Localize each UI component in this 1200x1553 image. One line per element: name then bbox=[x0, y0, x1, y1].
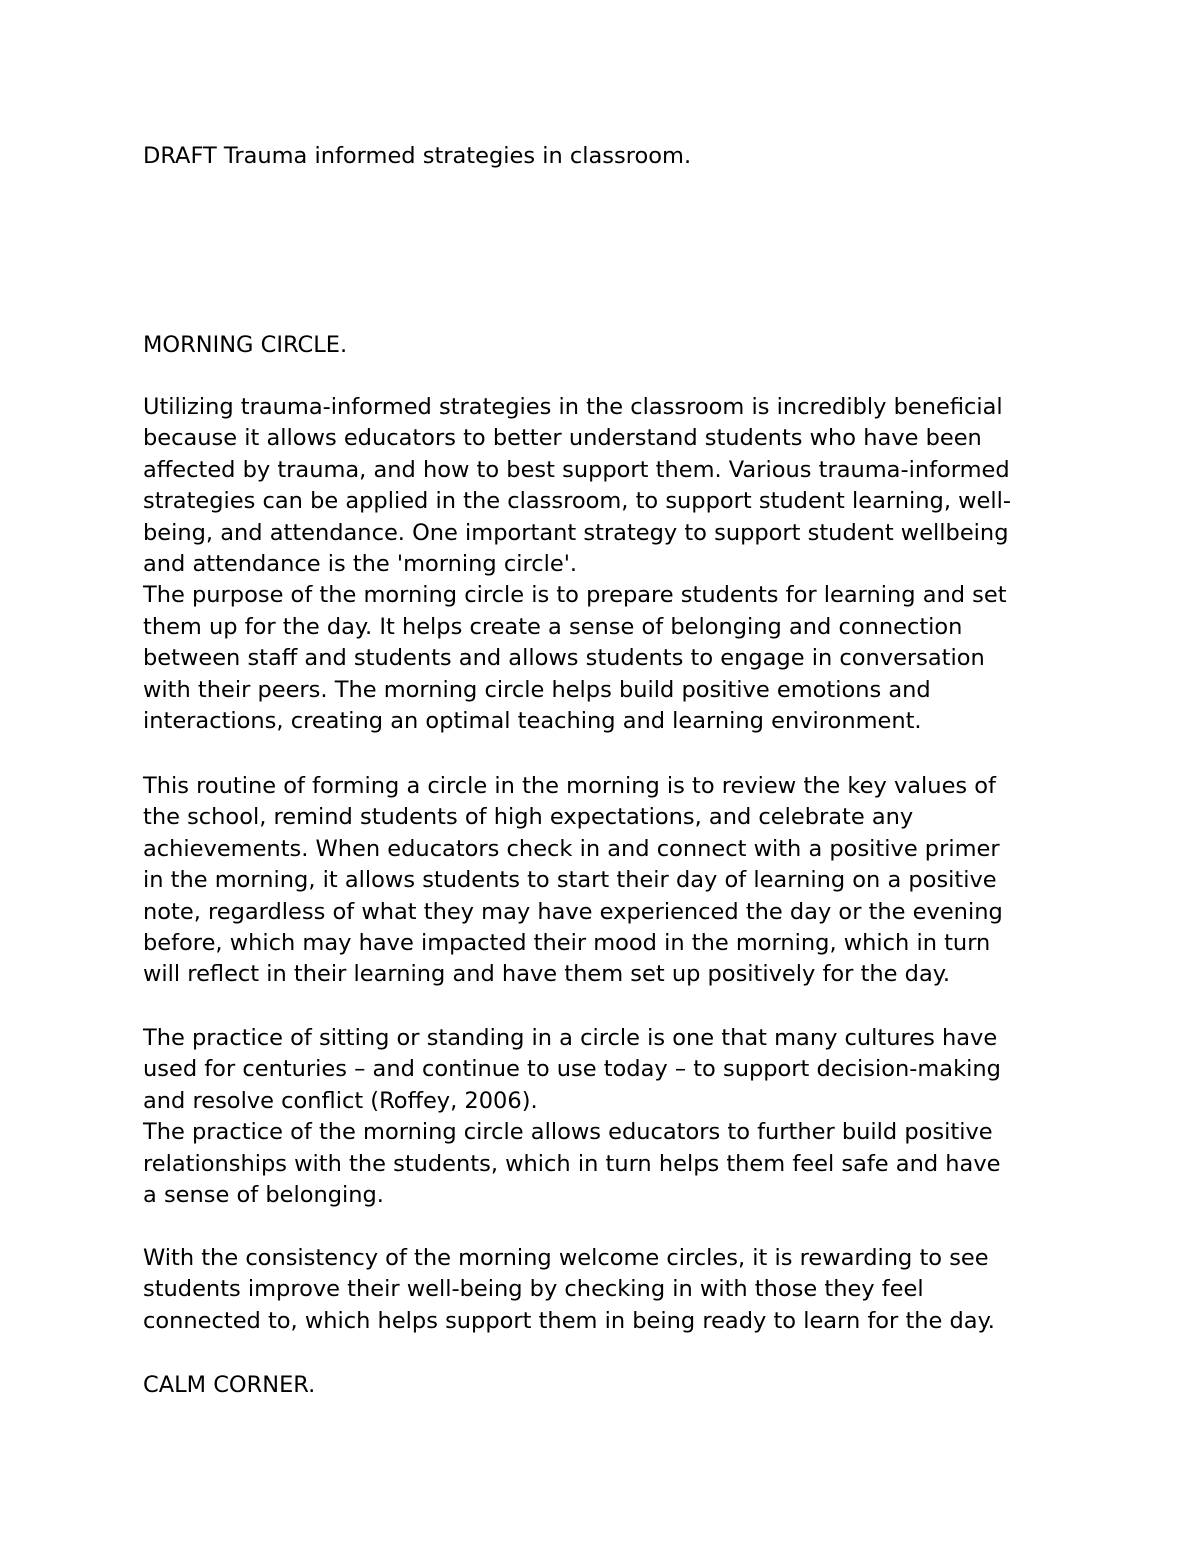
paragraph-morning-circle-intro: Utilizing trauma-informed strategies in the classroom is incredibly beneficial because it allows educators to better understand students who have been affected by trauma, and how to best support them. Various trauma-informed strategies can be applied in the classroom, to support student learning, well- being, and attendance. One important strategy to support student wellbeing and attendance is the 'morning circle'. The purpose of the morning circle is to prepare students for learning and set them up for the day. It helps create a sense of belonging and connection between staff and students and allows students to engage in conversation with their peers. The morning circle helps build positive emotions and interactions, creating an optimal teaching and learning environment. bbox=[143, 394, 1011, 735]
section-heading-morning-circle: MORNING CIRCLE. bbox=[143, 332, 348, 358]
section-heading-calm-corner: CALM CORNER. bbox=[143, 1372, 316, 1398]
paragraph-morning-routine: This routine of forming a circle in the morning is to review the key values of the school, remind students of high expectations, and celebrate any achievements. When educators check in and connect with a positive primer in the morning, it allows students to start their day of learning on a positive note, regardless of what they may have experienced the day or the evening before, which may have impacted their mood in the morning, which in turn will reflect in their learning and have them set up positively for the day. bbox=[143, 773, 1003, 988]
paragraph-consistency: With the consistency of the morning welcome circles, it is rewarding to see students improve their well-being by checking in with those they feel connected to, which helps support them in being ready to learn for the day. bbox=[143, 1245, 995, 1334]
paragraph-circle-practice: The practice of sitting or standing in a circle is one that many cultures have used for centuries – and continue to use today – to support decision-making and resolve conflict (Roffey, 2006). The practice of the morning circle allows educators to further build positive relationships with the students, which in turn helps them feel safe and have a sense of belonging. bbox=[143, 1025, 1001, 1209]
document-title: DRAFT Trauma informed strategies in classroom. bbox=[143, 143, 692, 169]
